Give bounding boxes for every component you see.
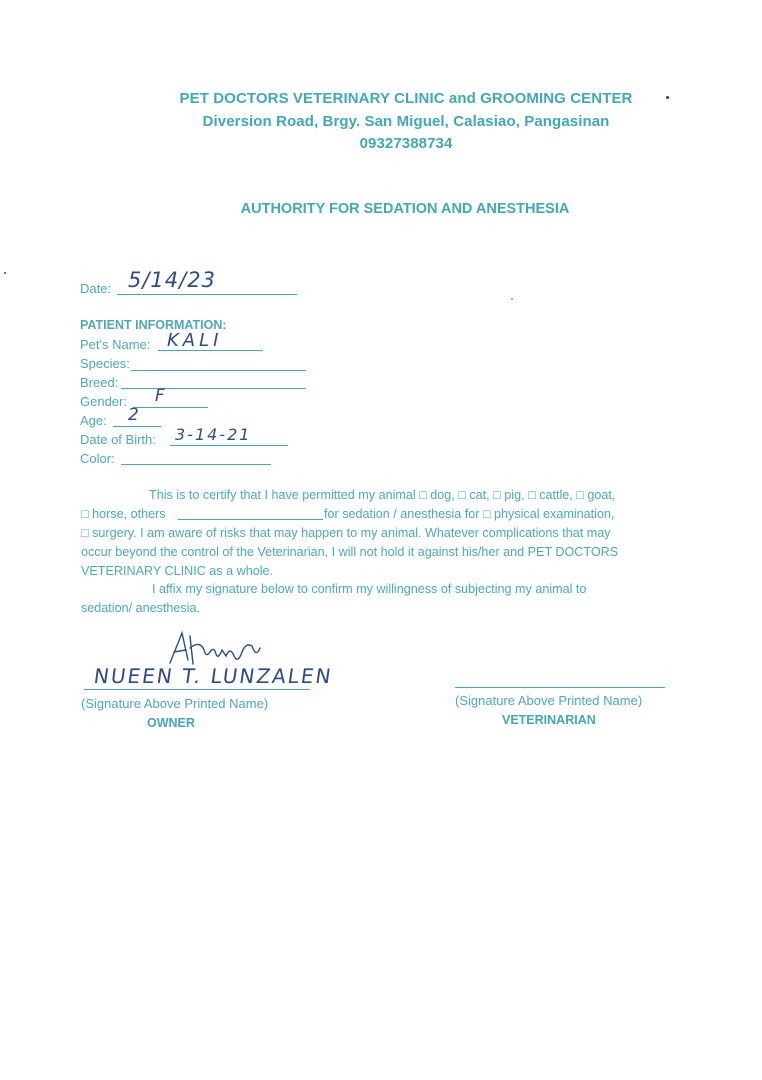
age-label: Age: [80, 413, 107, 428]
clinic-phone: 09327388734 [359, 135, 453, 152]
owner-signature-line [84, 689, 310, 690]
patient-info-heading: PATIENT INFORMATION: [80, 318, 227, 332]
gender-value[interactable]: F [155, 386, 165, 406]
scan-speck [511, 298, 513, 300]
consent-line-6: I affix my signature below to confirm my willingness of subjecting my animal to [152, 582, 587, 596]
dob-value[interactable]: 3-14-21 [175, 425, 252, 444]
dob-label: Date of Birth: [80, 432, 156, 447]
species-line[interactable] [131, 370, 306, 371]
species-label: Species: [80, 356, 130, 371]
consent-line-4: occur beyond the control of the Veterinarian, I will not hold it against his/her and PET DOCTORS [81, 545, 619, 559]
date-label: Date: [80, 281, 112, 296]
form-title: AUTHORITY FOR SEDATION AND ANESTHESIA [240, 201, 570, 217]
vet-signature-line[interactable] [455, 687, 665, 688]
clinic-name: PET DOCTORS VETERINARY CLINIC and GROOMING CENTER [179, 90, 633, 107]
vet-role: VETERINARIAN [502, 713, 596, 727]
vet-caption: (Signature Above Printed Name) [455, 693, 643, 708]
consent-line-5: VETERINARY CLINIC as a whole. [81, 564, 274, 578]
pet-name-value[interactable]: KALI [167, 330, 223, 351]
consent-line-7: sedation/ anesthesia. [81, 601, 201, 615]
gender-label: Gender: [80, 394, 127, 409]
owner-role: OWNER [147, 716, 195, 730]
owner-caption: (Signature Above Printed Name) [81, 696, 269, 711]
breed-line[interactable] [121, 388, 306, 389]
consent-line-2b: for sedation / anesthesia for □ physical examination, [324, 507, 615, 521]
consent-line-3: □ surgery. I am aware of risks that may happen to my animal. Whatever complications that may [81, 526, 611, 540]
age-value[interactable]: 2 [128, 405, 139, 425]
age-line [113, 426, 161, 427]
date-line [117, 294, 297, 295]
dob-line [170, 445, 288, 446]
breed-label: Breed: [80, 375, 119, 390]
date-value[interactable]: 5/14/23 [128, 268, 216, 292]
owner-printed-name[interactable]: NUEEN T. LUNZALEN [92, 664, 335, 688]
scan-speck [666, 96, 669, 99]
color-label: Color: [80, 451, 115, 466]
color-line[interactable] [121, 464, 271, 465]
clinic-address: Diversion Road, Brgy. San Miguel, Calasiao, Pangasinan [202, 113, 610, 130]
consent-line-1: This is to certify that I have permitted my animal □ dog, □ cat, □ pig, □ cattle, □ goat, [149, 488, 616, 502]
gender-line [133, 407, 208, 408]
consent-line-2a: □ horse, others [81, 507, 166, 521]
scan-speck [4, 272, 6, 274]
others-line[interactable] [178, 519, 323, 520]
pet-name-label: Pet's Name: [80, 337, 151, 352]
